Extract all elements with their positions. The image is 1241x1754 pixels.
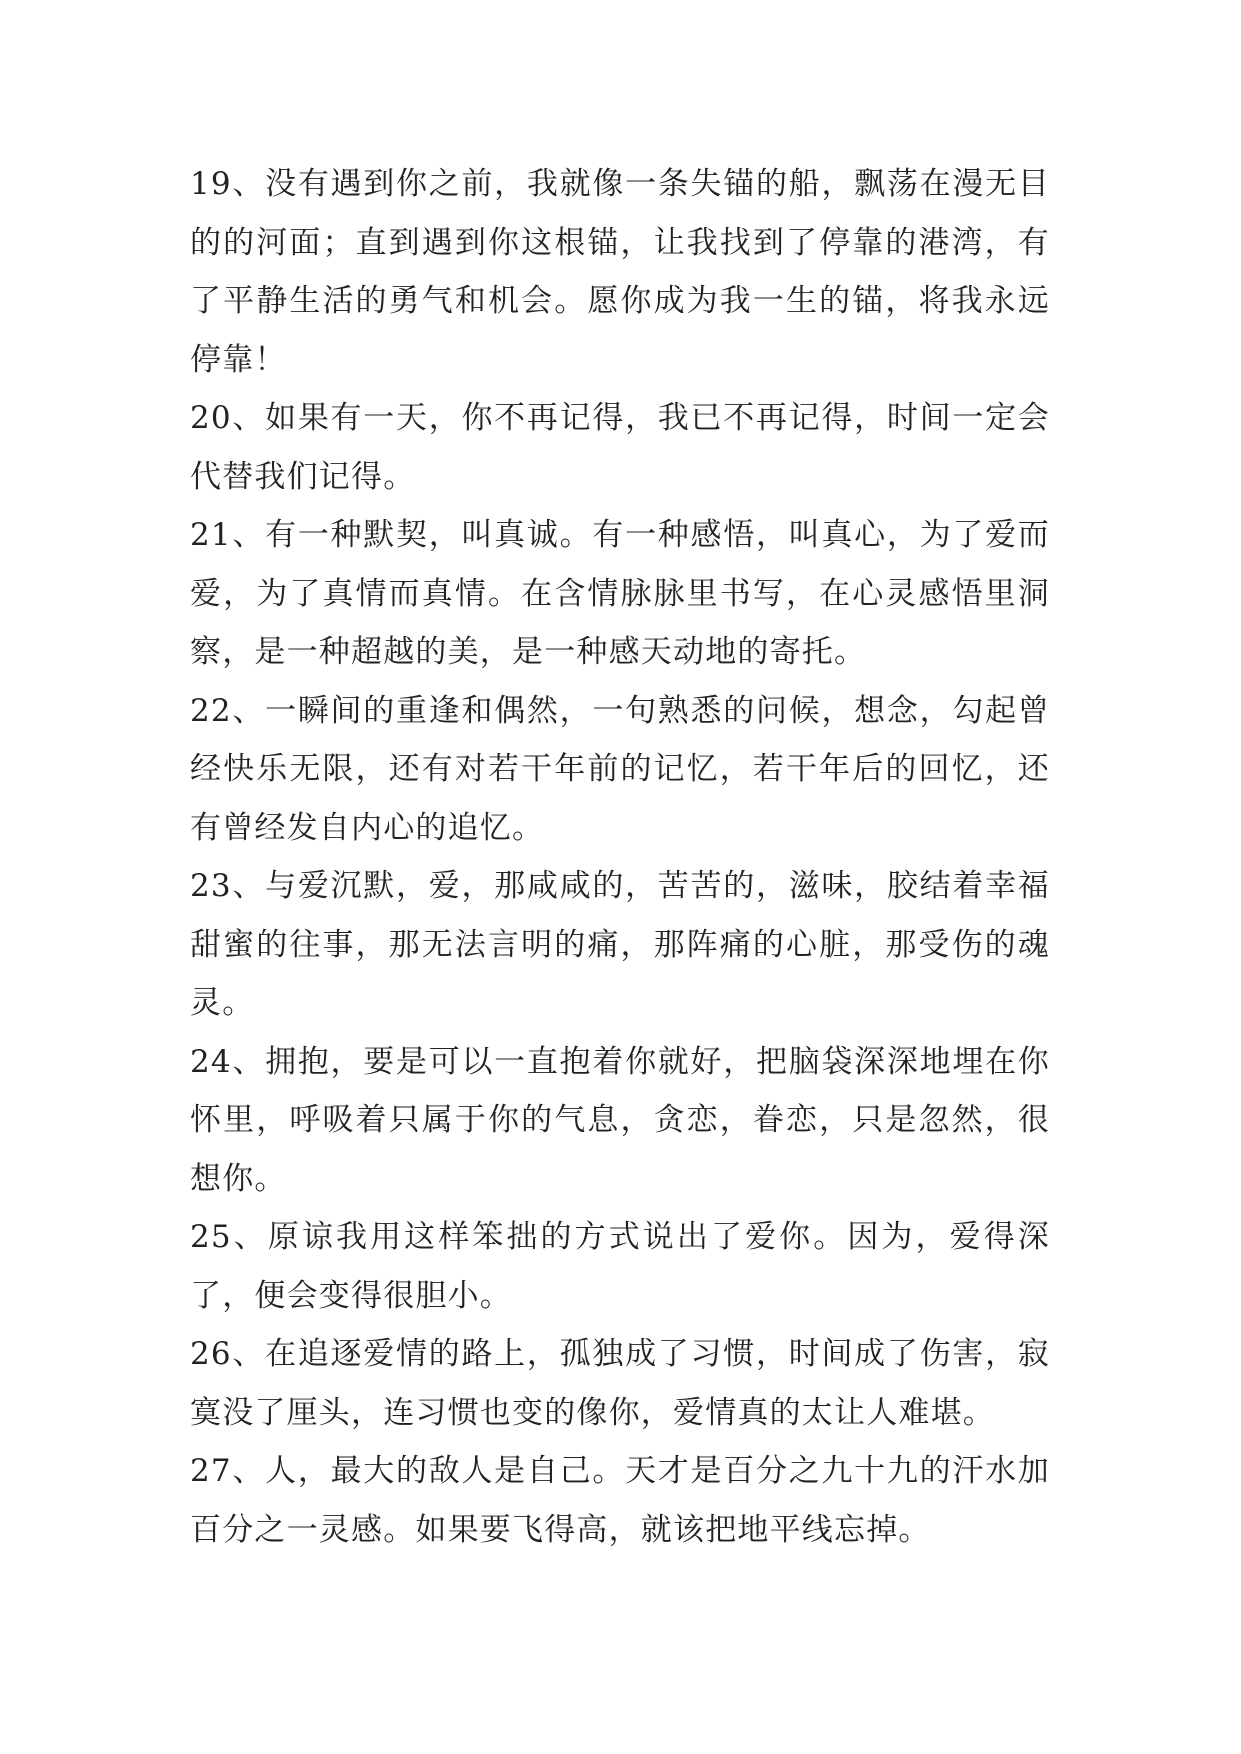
paragraph-19: 19、没有遇到你之前，我就像一条失锚的船，飘荡在漫无目的的河面；直到遇到你这根锚，让我找到了停靠的港湾，有了平静生活的勇气和机会。愿你成为我一生的锚，将我永远停靠！ — [190, 166, 1050, 378]
paragraph-27: 27、人，最大的敌人是自己。天才是百分之九十九的汗水加百分之一灵感。如果要飞得高，就该把地平线忘掉。 — [190, 1453, 1050, 1548]
paragraph-23: 23、与爱沉默，爱，那咸咸的，苦苦的，滋味，胶结着幸福甜蜜的往事，那无法言明的痛，那阵痛的心脏，那受伤的魂灵。 — [190, 868, 1050, 1021]
document-body — [190, 155, 1050, 1559]
paragraph-22: 22、一瞬间的重逢和偶然，一句熟悉的问候，想念，勾起曾经快乐无限，还有对若干年前的记忆，若干年后的回忆，还有曾经发自内心的追忆。 — [190, 692, 1050, 846]
paragraph-26: 26、在追逐爱情的路上，孤独成了习惯，时间成了伤害，寂寞没了厘头，连习惯也变的像你，爱情真的太让人难堪。 — [190, 1336, 1050, 1431]
paragraph-20: 20、如果有一天，你不再记得，我已不再记得，时间一定会代替我们记得。 — [190, 400, 1050, 495]
paragraph-21: 21、有一种默契，叫真诚。有一种感悟，叫真心，为了爱而爱，为了真情而真情。在含情脉脉里书写，在心灵感悟里洞察，是一种超越的美，是一种感天动地的寄托。 — [190, 517, 1050, 670]
paragraph-24: 24、拥抱，要是可以一直抱着你就好，把脑袋深深地埋在你怀里，呼吸着只属于你的气息，贪恋，眷恋，只是忽然，很想你。 — [190, 1043, 1050, 1197]
paragraph-25: 25、原谅我用这样笨拙的方式说出了爱你。因为，爱得深了，便会变得很胆小。 — [190, 1219, 1050, 1314]
